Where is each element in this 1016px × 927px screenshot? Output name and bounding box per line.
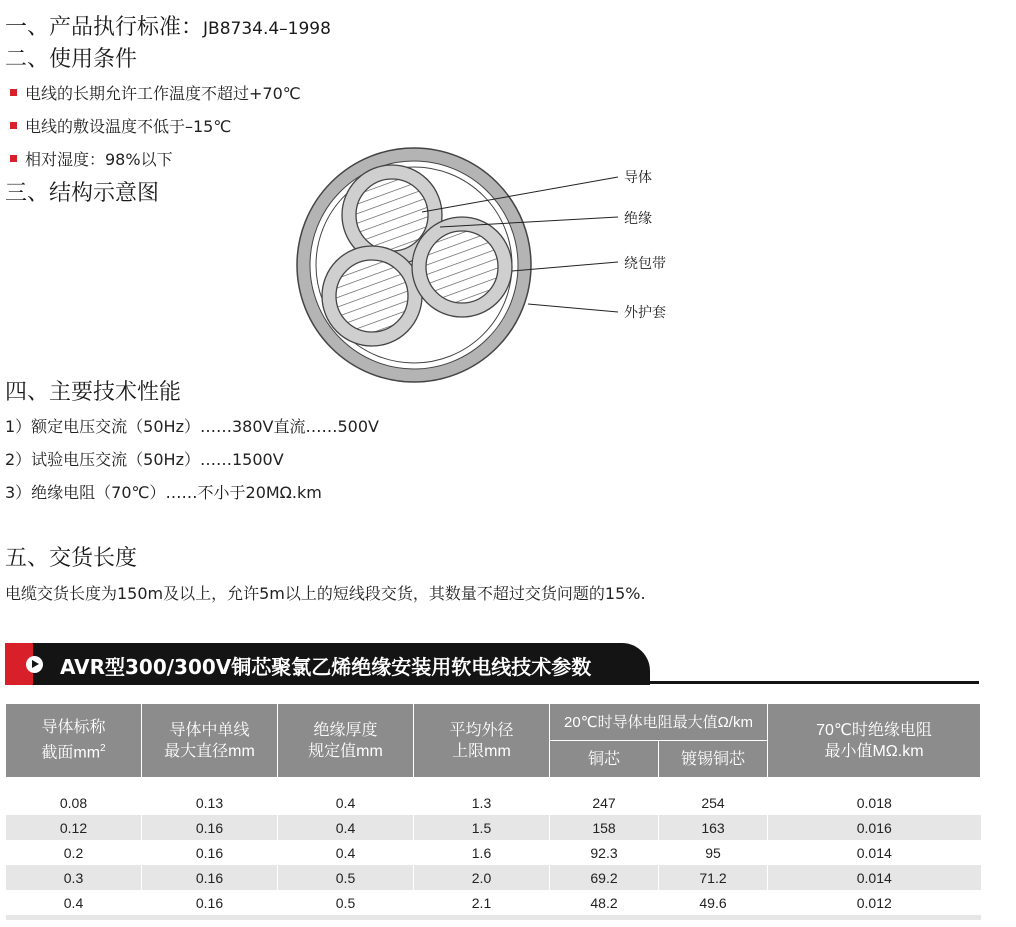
condition-text: 电线的长期允许工作温度不超过+70℃ — [25, 84, 301, 103]
performance-title: 四、主要技术性能 — [5, 380, 182, 405]
table-cell: 254 — [659, 790, 768, 815]
performance-item: 3）绝缘电阻（70℃）……不小于20MΩ.km — [5, 483, 322, 502]
table-cell: 2.1 — [414, 890, 550, 915]
header-text: 70℃时绝缘电阻 — [816, 721, 932, 739]
table-cell: 95 — [659, 840, 768, 865]
table-cell: 0.2 — [6, 840, 142, 865]
table-cell: 158 — [550, 815, 659, 840]
header-insulation-resistance — [768, 704, 981, 778]
core-right — [412, 217, 512, 317]
core-left — [322, 246, 422, 346]
table-row — [6, 790, 981, 815]
table-row — [6, 865, 981, 890]
condition-item — [10, 114, 231, 137]
table-cell: 0.08 — [6, 790, 142, 815]
delivery-text: 电缆交货长度为150m及以上，允许5m以上的短线段交货，其数量不超过交货问题的15%. — [5, 584, 646, 603]
standard-value: JB8734.4–1998 — [203, 19, 331, 39]
performance-item: 1）额定电压交流（50Hz）……380V直流……500V — [5, 417, 379, 436]
table-row — [6, 840, 981, 865]
table-cell: 2.0 — [414, 865, 550, 890]
table-cell: 0.3 — [6, 865, 142, 890]
table-cell: 0.012 — [768, 890, 981, 915]
spec-table — [5, 703, 981, 920]
header-resistance: 20℃时导体电阻最大值Ω/km — [550, 704, 768, 741]
table-cell: 48.2 — [550, 890, 659, 915]
header-text: 最小值MΩ.km — [824, 742, 924, 760]
header-tinned-copper: 镀锡铜芯 — [659, 741, 768, 778]
table-cell: 0.016 — [768, 815, 981, 840]
table-cell: 71.2 — [659, 865, 768, 890]
header-text: 绝缘厚度 — [313, 721, 378, 739]
performance-item: 2）试验电压交流（50Hz）……1500V — [5, 450, 284, 469]
header-insulation-thickness — [278, 704, 414, 778]
spacer-row — [6, 915, 981, 920]
table-cell: 69.2 — [550, 865, 659, 890]
delivery-title: 五、交货长度 — [5, 546, 138, 571]
condition-text: 电线的敷设温度不低于–15℃ — [25, 117, 232, 136]
label-outer-sheath: 外护套 — [624, 305, 666, 321]
header-text: 上限mm — [452, 742, 511, 760]
header-wire-diameter — [142, 704, 278, 778]
header-text: 截面mm — [41, 744, 101, 762]
banner-title: AVR型300/300V铜芯聚氯乙烯绝缘安装用软电线技术参数 — [60, 655, 592, 679]
structure-title: 三、结构示意图 — [5, 181, 160, 206]
condition-item — [10, 81, 301, 104]
table-cell: 0.018 — [768, 790, 981, 815]
header-text: 导体标称 — [41, 719, 106, 737]
table-cell: 1.5 — [414, 815, 550, 840]
label-insulation: 绝缘 — [624, 211, 652, 227]
bullet-square-icon — [10, 122, 17, 129]
table-cell: 92.3 — [550, 840, 659, 865]
table-row — [6, 890, 981, 915]
header-outer-diameter — [414, 704, 550, 778]
header-text: 规定值mm — [308, 742, 383, 760]
header-text: 最大直径mm — [164, 742, 255, 760]
bullet-square-icon — [10, 155, 17, 162]
table-cell: 0.16 — [142, 840, 278, 865]
spacer-row — [6, 778, 981, 791]
table-cell: 49.6 — [659, 890, 768, 915]
condition-text: 相对湿度：98%以下 — [25, 150, 173, 169]
conditions-title: 二、使用条件 — [5, 47, 138, 72]
header-copper: 铜芯 — [550, 741, 659, 778]
header-text: 导体中单线 — [169, 721, 250, 739]
table-cell: 0.014 — [768, 865, 981, 890]
header-text: 平均外径 — [449, 721, 514, 739]
bullet-square-icon — [10, 89, 17, 96]
table-cell: 0.5 — [278, 890, 414, 915]
table-cell: 0.4 — [278, 790, 414, 815]
label-conductor: 导体 — [624, 170, 652, 186]
table-cell: 0.16 — [142, 865, 278, 890]
table-cell: 0.16 — [142, 890, 278, 915]
table-cell: 0.4 — [6, 890, 142, 915]
header-superscript: 2 — [100, 743, 106, 755]
table-cell: 0.5 — [278, 865, 414, 890]
table-cell: 0.4 — [278, 840, 414, 865]
table-cell: 163 — [659, 815, 768, 840]
table-cell: 1.6 — [414, 840, 550, 865]
table-cell: 1.3 — [414, 790, 550, 815]
play-circle-icon — [26, 656, 43, 673]
table-cell: 0.13 — [142, 790, 278, 815]
table-row — [6, 815, 981, 840]
standard-heading — [5, 10, 331, 41]
table-cell: 0.4 — [278, 815, 414, 840]
table-cell: 0.16 — [142, 815, 278, 840]
table-cell: 247 — [550, 790, 659, 815]
table-cell: 0.014 — [768, 840, 981, 865]
table-cell: 0.12 — [6, 815, 142, 840]
condition-item — [10, 147, 173, 170]
label-wrapping-tape: 绕包带 — [624, 256, 666, 272]
header-cross-section — [6, 704, 142, 778]
standard-title: 一、产品执行标准： — [5, 15, 204, 40]
